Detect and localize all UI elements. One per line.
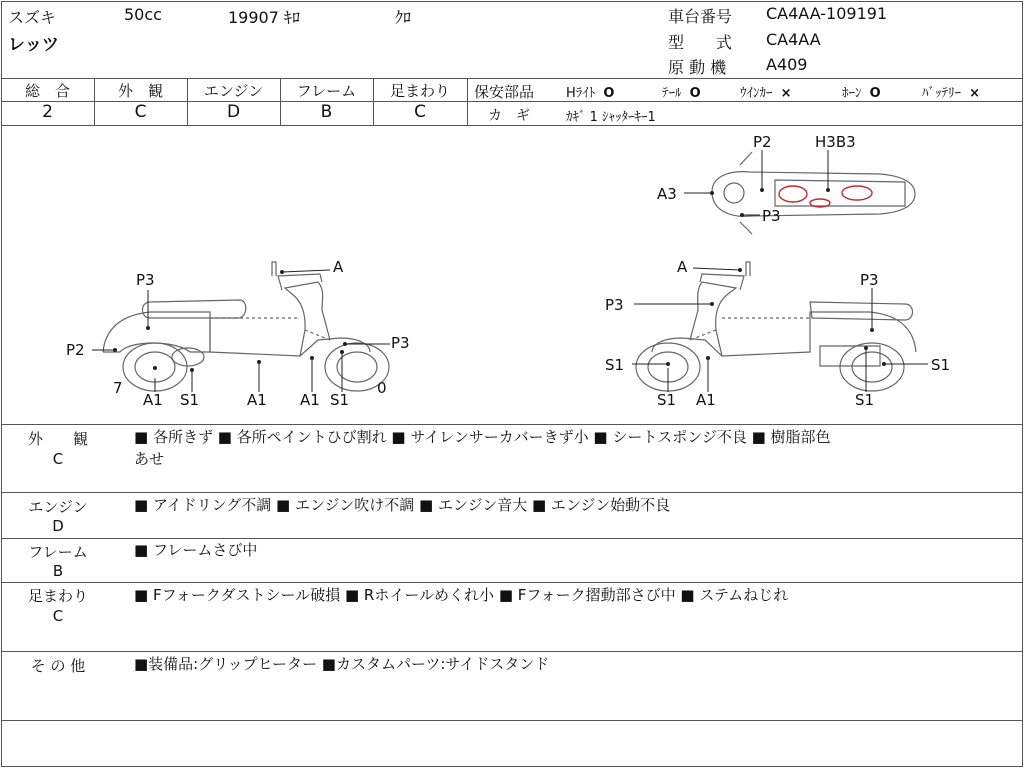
- safety-tail-mark: O: [689, 86, 701, 101]
- grade-label-frame: フレーム: [296, 82, 357, 100]
- mileage: 19907 ｷﾛ: [228, 8, 300, 27]
- label-left-a1b: A1: [247, 391, 267, 409]
- safety-battery-mark: ×: [969, 86, 981, 101]
- type-value: CA4AA: [766, 30, 821, 49]
- label-left-p2: P2: [66, 341, 85, 359]
- label-left-a1c: A1: [300, 391, 320, 409]
- safety-winker-mark: ×: [780, 86, 792, 101]
- label-left-0: 0: [377, 379, 387, 397]
- grade-value-suspension: C: [414, 102, 426, 122]
- label-top-p2: P2: [753, 133, 772, 151]
- safety-headlight: [566, 82, 614, 101]
- type-label: 型 式: [668, 33, 733, 52]
- scooter-diagram: [0, 126, 1024, 424]
- safety-winker-name: ｳｲﾝｶｰ: [740, 86, 773, 101]
- safety-tail: [662, 82, 701, 101]
- label-right-p3b: P3: [860, 271, 879, 289]
- note-grade-suspension: C: [52, 607, 64, 625]
- label-top-p3: P3: [762, 207, 781, 225]
- safety-label: 保安部品: [474, 83, 535, 101]
- safety-headlight-name: Hﾗｲﾄ: [566, 86, 596, 101]
- label-left-p3b: P3: [391, 334, 410, 352]
- grade-value-exterior: C: [134, 102, 147, 122]
- label-right-s1b: S1: [931, 356, 951, 374]
- safety-tail-name: ﾃｰﾙ: [662, 86, 682, 101]
- grade-value-total: 2: [42, 102, 53, 122]
- label-right-a1: A1: [696, 391, 716, 409]
- label-left-p3: P3: [136, 271, 155, 289]
- note-label-other: そ の 他: [30, 657, 86, 675]
- engine-value: A409: [766, 55, 808, 74]
- note-text-exterior: ■ 各所きず ■ 各所ペイントひび割れ ■ サイレンサーカバーきず小 ■ シートスポンジ不良 ■ 樹脂部色: [134, 428, 831, 446]
- label-left-7: 7: [113, 379, 123, 397]
- note-label-exterior: 外 観: [27, 430, 88, 448]
- safety-winker: [740, 82, 792, 101]
- note-text-exterior-2: あせ: [134, 450, 165, 468]
- grade-label-engine: エンジン: [203, 82, 264, 100]
- grade-value-engine: D: [226, 102, 241, 122]
- note-label-frame: フレーム: [28, 543, 88, 561]
- grade-label-exterior: 外 観: [117, 82, 163, 100]
- label-left-a1a: A1: [143, 391, 163, 409]
- grade-label-total: 総 合: [24, 82, 70, 100]
- note-grade-engine: D: [52, 517, 64, 535]
- grade-label-suspension: 足まわり: [389, 82, 450, 100]
- maker: スズキ: [8, 8, 57, 27]
- label-right-p3: P3: [605, 296, 624, 314]
- frame-no: CA4AA-109191: [766, 4, 888, 23]
- key-value: ｶｷﾞ 1 ｼｬｯﾀｰｷｰ1: [566, 110, 656, 125]
- label-top-a3: A3: [657, 185, 677, 203]
- safety-headlight-mark: O: [603, 86, 615, 101]
- note-label-suspension: 足まわり: [27, 587, 88, 605]
- color: ｸﾛ: [395, 8, 412, 27]
- note-text-other: ■装備品:グリップヒーター ■カスタムパーツ:サイドスタンド: [134, 655, 550, 673]
- note-text-frame: ■ フレームさび中: [134, 541, 258, 559]
- grade-value-frame: B: [320, 102, 333, 122]
- damage-marks: [779, 186, 872, 207]
- note-text-engine: ■ アイドリング不調 ■ エンジン吹け不調 ■ エンジン音大 ■ エンジン始動不良: [134, 496, 671, 514]
- safety-horn-name: ﾎｰﾝ: [842, 86, 862, 101]
- engine-label: 原 動 機: [668, 58, 727, 77]
- safety-horn: [842, 82, 881, 101]
- label-left-s1b: S1: [330, 391, 350, 409]
- label-right-s1d: S1: [855, 391, 875, 409]
- note-grade-exterior: C: [52, 450, 64, 468]
- label-left-s1a: S1: [180, 391, 200, 409]
- safety-battery-name: ﾊﾞｯﾃﾘｰ: [922, 86, 961, 101]
- key-label: カ ギ: [488, 108, 530, 124]
- safety-horn-mark: O: [869, 86, 881, 101]
- note-grade-frame: B: [52, 562, 64, 580]
- scooter-top-view: [712, 152, 915, 234]
- label-left-a: A: [333, 258, 344, 276]
- displacement: 50cc: [124, 5, 162, 24]
- label-right-a: A: [677, 258, 688, 276]
- model-name: レッツ: [8, 35, 59, 55]
- note-label-engine: エンジン: [28, 498, 88, 516]
- label-right-s1c: S1: [657, 391, 677, 409]
- safety-battery: [922, 82, 980, 101]
- frame-no-label: 車台番号: [668, 7, 733, 26]
- label-top-h3b3: H3B3: [815, 133, 856, 151]
- label-right-s1a: S1: [605, 356, 625, 374]
- note-text-suspension: ■ Fフォークダストシール破損 ■ Rホイールめくれ小 ■ Fフォーク摺動部さび中 ■ ステムねじれ: [134, 586, 789, 604]
